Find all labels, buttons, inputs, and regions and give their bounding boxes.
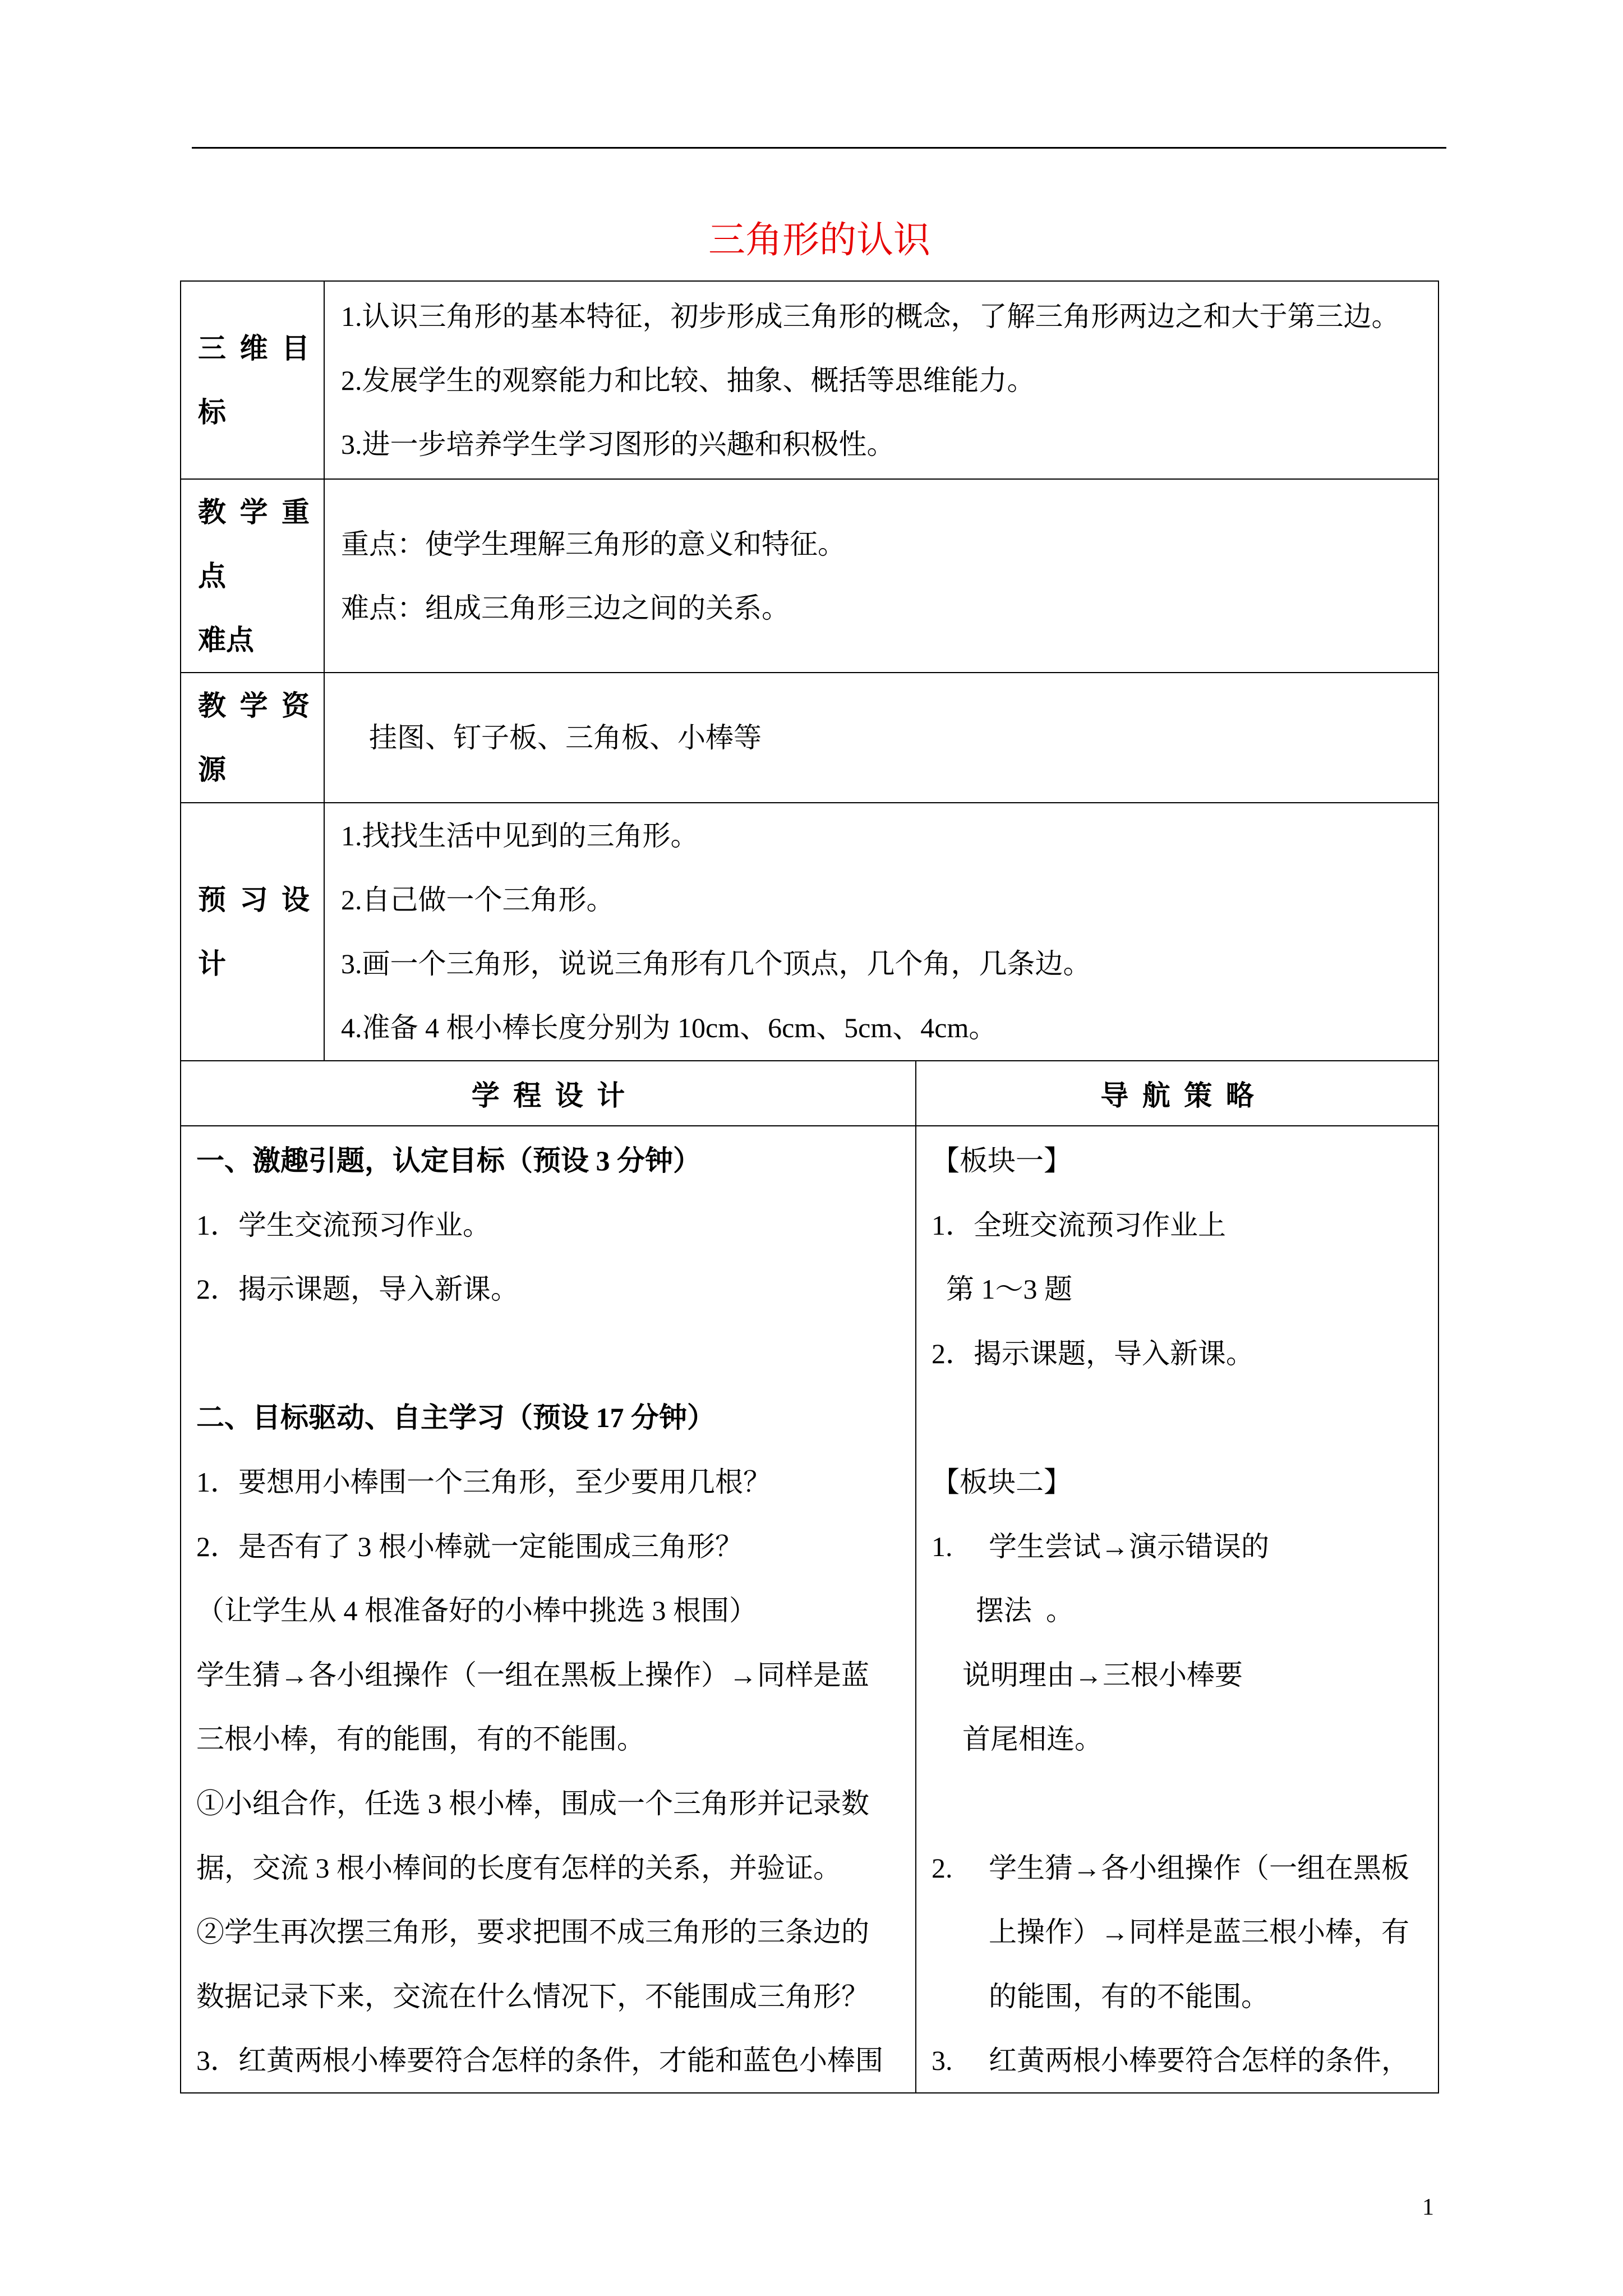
guide-line: 2．揭示课题，导入新课。 — [932, 1337, 1254, 1369]
guide-item — [932, 1836, 1438, 1901]
process-line: 1．要想用小棒围一个三角形，至少要用几根？ — [196, 1466, 771, 1498]
guide-line: 说明理由→三根小棒要 — [962, 1659, 1243, 1691]
design-header-row — [181, 1061, 1438, 1126]
guide-line: 学生尝试→演示错误的 — [989, 1530, 1269, 1562]
item-number: 2. — [932, 1852, 953, 1884]
process-line: 数据记录下来，交流在什么情况下，不能围成三角形？ — [196, 1980, 869, 2012]
guide-line: 的能围，有的不能围。 — [989, 1980, 1269, 2012]
label-line: 难点 — [198, 624, 254, 656]
resources-label — [181, 673, 325, 802]
label-line: 点 — [198, 560, 226, 592]
preview-item: 3.画一个三角形，说说三角形有几个顶点，几个角，几条边。 — [341, 948, 1091, 979]
label-line: 预 习 设 — [198, 884, 310, 915]
objectives-label — [181, 282, 325, 478]
preview-item: 4.准备 4 根小棒长度分别为 10cm、6cm、5cm、4cm。 — [341, 1012, 997, 1043]
blank-line — [196, 1322, 915, 1386]
section-heading: 二、目标驱动、自主学习（预设 17 分钟） — [196, 1402, 715, 1434]
block-heading: 【板块一】 — [932, 1145, 1072, 1176]
item-number: 1. — [932, 1530, 953, 1562]
process-header: 学 程 设 计 — [181, 1061, 916, 1125]
process-line: 3．红黄两根小棒要符合怎样的条件，才能和蓝色小棒围 — [196, 2045, 883, 2077]
guide-item — [932, 1515, 1438, 1579]
resources-content — [325, 673, 1438, 802]
blank-line — [932, 1772, 1438, 1836]
process-line: ②学生再次摆三角形，要求把围不成三角形的三条边的 — [196, 1916, 869, 1948]
objective-item: 2.发展学生的观察能力和比较、抽象、概括等思维能力。 — [341, 364, 1035, 396]
objectives-content — [325, 282, 1438, 478]
design-body-row — [181, 1126, 1438, 2092]
key-point-item: 重点：使学生理解三角形的意义和特征。 — [341, 528, 846, 560]
guide-line: 第 1～3 题 — [946, 1273, 1072, 1305]
guide-line: 学生猜→各小组操作（一组在黑板 — [989, 1852, 1409, 1884]
label-line: 教 学 重 — [198, 496, 310, 528]
difficulty-item: 难点：组成三角形三边之间的关系。 — [341, 592, 790, 624]
guide-item — [932, 2028, 1438, 2093]
preview-item: 2.自己做一个三角形。 — [341, 884, 615, 915]
process-line: 1．学生交流预习作业。 — [196, 1209, 491, 1241]
guide-line: 1．全班交流预习作业上 — [932, 1209, 1226, 1241]
process-line: ①小组合作，任选 3 根小棒，围成一个三角形并记录数 — [196, 1787, 869, 1819]
process-line: 学生猜→各小组操作（一组在黑板上操作）→同样是蓝 — [196, 1659, 869, 1691]
resources-row — [181, 673, 1438, 803]
key-points-row — [181, 480, 1438, 673]
process-line: 2．揭示课题，导入新课。 — [196, 1273, 519, 1305]
objectives-row — [181, 282, 1438, 480]
page-title: 三角形的认识 — [708, 220, 930, 261]
process-line: 2．是否有了 3 根小棒就一定能围成三角形？ — [196, 1530, 743, 1562]
header-rule — [192, 147, 1446, 149]
blank-line — [932, 1386, 1438, 1450]
guide-header: 导 航 策 略 — [1100, 1080, 1254, 1111]
guide-line: 摆法 。 — [976, 1595, 1074, 1627]
label-line: 教 学 资 — [198, 690, 310, 721]
guide-column — [916, 1126, 1438, 2092]
label-line: 计 — [198, 948, 226, 979]
guide-line: 红黄两根小棒要符合怎样的条件， — [989, 2045, 1409, 2077]
key-points-label — [181, 480, 325, 672]
section-heading: 一、激趣引题，认定目标（预设 3 分钟） — [196, 1145, 701, 1176]
process-line: 据，交流 3 根小棒间的长度有怎样的关系，并验证。 — [196, 1852, 841, 1884]
page-number: 1 — [1422, 2194, 1434, 2220]
preview-item: 1.找找生活中见到的三角形。 — [341, 820, 699, 852]
lesson-plan-table — [180, 280, 1439, 2093]
label-line: 源 — [198, 754, 226, 785]
label-line: 三 维 目 — [198, 332, 310, 364]
block-heading: 【板块二】 — [932, 1466, 1072, 1498]
preview-content — [325, 803, 1438, 1060]
preview-row — [181, 803, 1438, 1061]
process-column — [181, 1126, 916, 2092]
guide-line: 首尾相连。 — [962, 1723, 1103, 1755]
process-line: 三根小棒，有的能围，有的不能围。 — [196, 1723, 645, 1755]
objective-item: 3.进一步培养学生学习图形的兴趣和积极性。 — [341, 428, 895, 460]
item-number: 3. — [932, 2045, 953, 2077]
guide-line: 上操作）→同样是蓝三根小棒，有 — [989, 1916, 1409, 1948]
objective-item: 1.认识三角形的基本特征，初步形成三角形的概念，了解三角形两边之和大于第三边。 — [341, 300, 1400, 332]
key-points-content — [325, 480, 1438, 672]
label-line: 标 — [198, 396, 226, 428]
preview-label — [181, 803, 325, 1060]
process-line: （让学生从 4 根准备好的小棒中挑选 3 根围） — [196, 1595, 757, 1627]
resources-item: 挂图、钉子板、三角板、小棒等 — [369, 722, 762, 753]
